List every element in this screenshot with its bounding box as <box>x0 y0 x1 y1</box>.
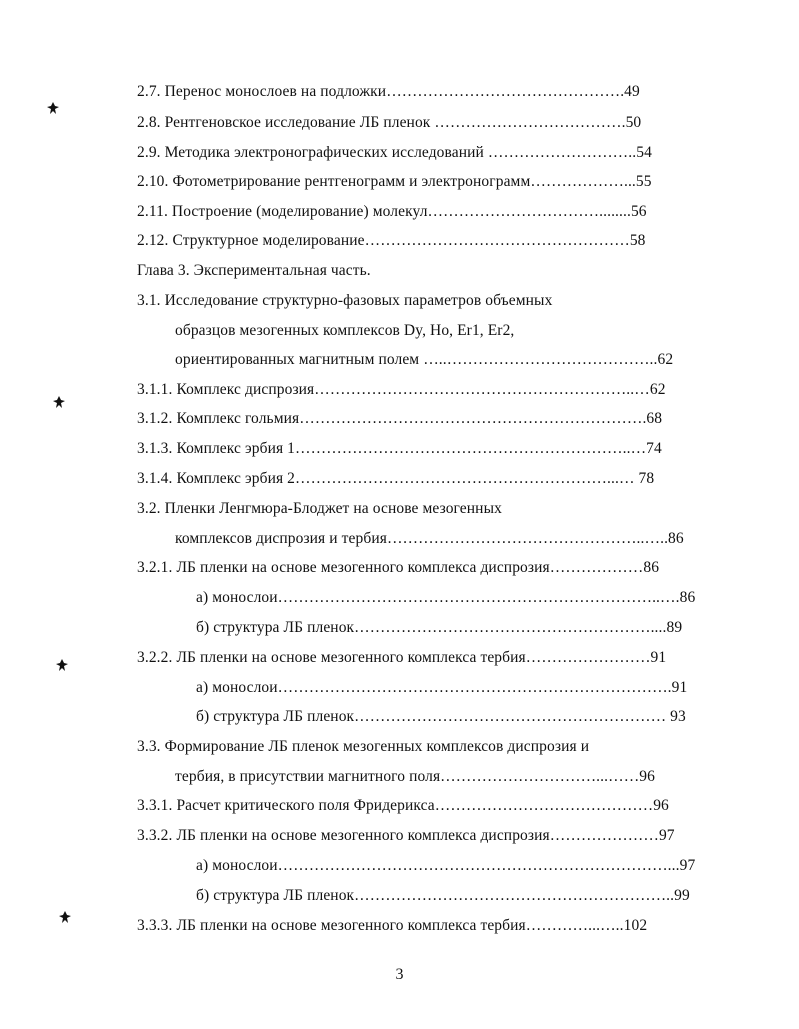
toc-entry-3-3-2-b: б) структура ЛБ пленок……………………………………………………..99 <box>196 887 690 904</box>
toc-entry-3-1-line2: образцов мезогенных комплексов Dy, Ho, Er1, Er2, <box>175 322 515 339</box>
toc-entry-2-8: 2.8. Рентгеновское исследование ЛБ пленок ……………………………….50 <box>137 114 642 131</box>
toc-entry-2-9: 2.9. Методика электронографических исследований ………………………..54 <box>137 144 652 161</box>
toc-entry-3-1-line1: 3.1. Исследование структурно-фазовых параметров объемных <box>137 292 553 309</box>
toc-entry-3-2-2-a: а) монослои………………………………………………………………….91 <box>196 679 688 696</box>
toc-entry-3-3-line2: тербия, в присутствии магнитного поля…………………………...……96 <box>175 768 655 785</box>
toc-chapter-3-heading: Глава 3. Экспериментальная часть. <box>137 262 371 279</box>
scan-blot-mark-2 <box>52 395 66 409</box>
toc-entry-3-2-line2: комплексов диспрозия и тербия…………………………………………..…..86 <box>175 530 684 547</box>
toc-entry-3-3-line1: 3.3. Формирование ЛБ пленок мезогенных комплексов диспрозия и <box>137 738 590 755</box>
toc-entry-3-2-1-b: б) структура ЛБ пленок…………………………………………………....89 <box>196 619 683 636</box>
page-number: 3 <box>395 966 404 983</box>
toc-entry-3-3-1: 3.3.1. Расчет критического поля Фридерикса……………………………………96 <box>137 797 669 814</box>
toc-entry-3-3-2-a: а) монослои…………………………………………………………………...97 <box>196 857 696 874</box>
toc-entry-3-2-1: 3.2.1. ЛБ пленки на основе мезогенного комплекса диспрозия………………86 <box>137 559 660 576</box>
toc-entry-2-12: 2.12. Структурное моделирование……………………………………………58 <box>137 232 646 249</box>
toc-entry-3-2-2-b: б) структура ЛБ пленок…………………………………………………… 93 <box>196 708 686 725</box>
toc-entry-3-1-1: 3.1.1. Комплекс диспрозия……………………………………………………..…62 <box>137 381 666 398</box>
toc-entry-3-1-4: 3.1.4. Комплекс эрбия 2……………………………………………………...… 78 <box>137 470 655 487</box>
toc-entry-2-11: 2.11. Построение (моделирование) молекул……………………………........56 <box>137 203 647 220</box>
toc-entry-3-2-1-a: а) монослои………………………………………………………………..….86 <box>196 589 696 606</box>
toc-entry-3-2-2: 3.2.2. ЛБ пленки на основе мезогенного комплекса тербия……………………91 <box>137 649 667 666</box>
scan-blot-mark-1 <box>46 101 60 115</box>
scan-blot-mark-4 <box>58 910 72 924</box>
toc-entry-3-3-3: 3.3.3. ЛБ пленки на основе мезогенного комплекса тербия…………...…..102 <box>137 917 648 934</box>
toc-entry-2-10: 2.10. Фотометрирование рентгенограмм и электронограмм………………...55 <box>137 173 652 190</box>
toc-entry-3-1-3: 3.1.3. Комплекс эрбия 1………………………………………………………..…74 <box>137 440 662 457</box>
scan-blot-mark-3 <box>55 658 69 672</box>
toc-entry-3-2-line1: 3.2. Пленки Ленгмюра-Блоджет на основе мезогенных <box>137 500 502 517</box>
toc-entry-2-7: 2.7. Перенос монослоев на подложки……………………………………….49 <box>137 83 640 100</box>
toc-entry-3-1-2: 3.1.2. Комплекс гольмия………………………………………………………….68 <box>137 410 663 427</box>
toc-entry-3-3-2: 3.3.2. ЛБ пленки на основе мезогенного комплекса диспрозия…………………97 <box>137 827 675 844</box>
toc-entry-3-1-line3: ориентированных магнитным полем …..…………………………………..62 <box>175 351 674 368</box>
